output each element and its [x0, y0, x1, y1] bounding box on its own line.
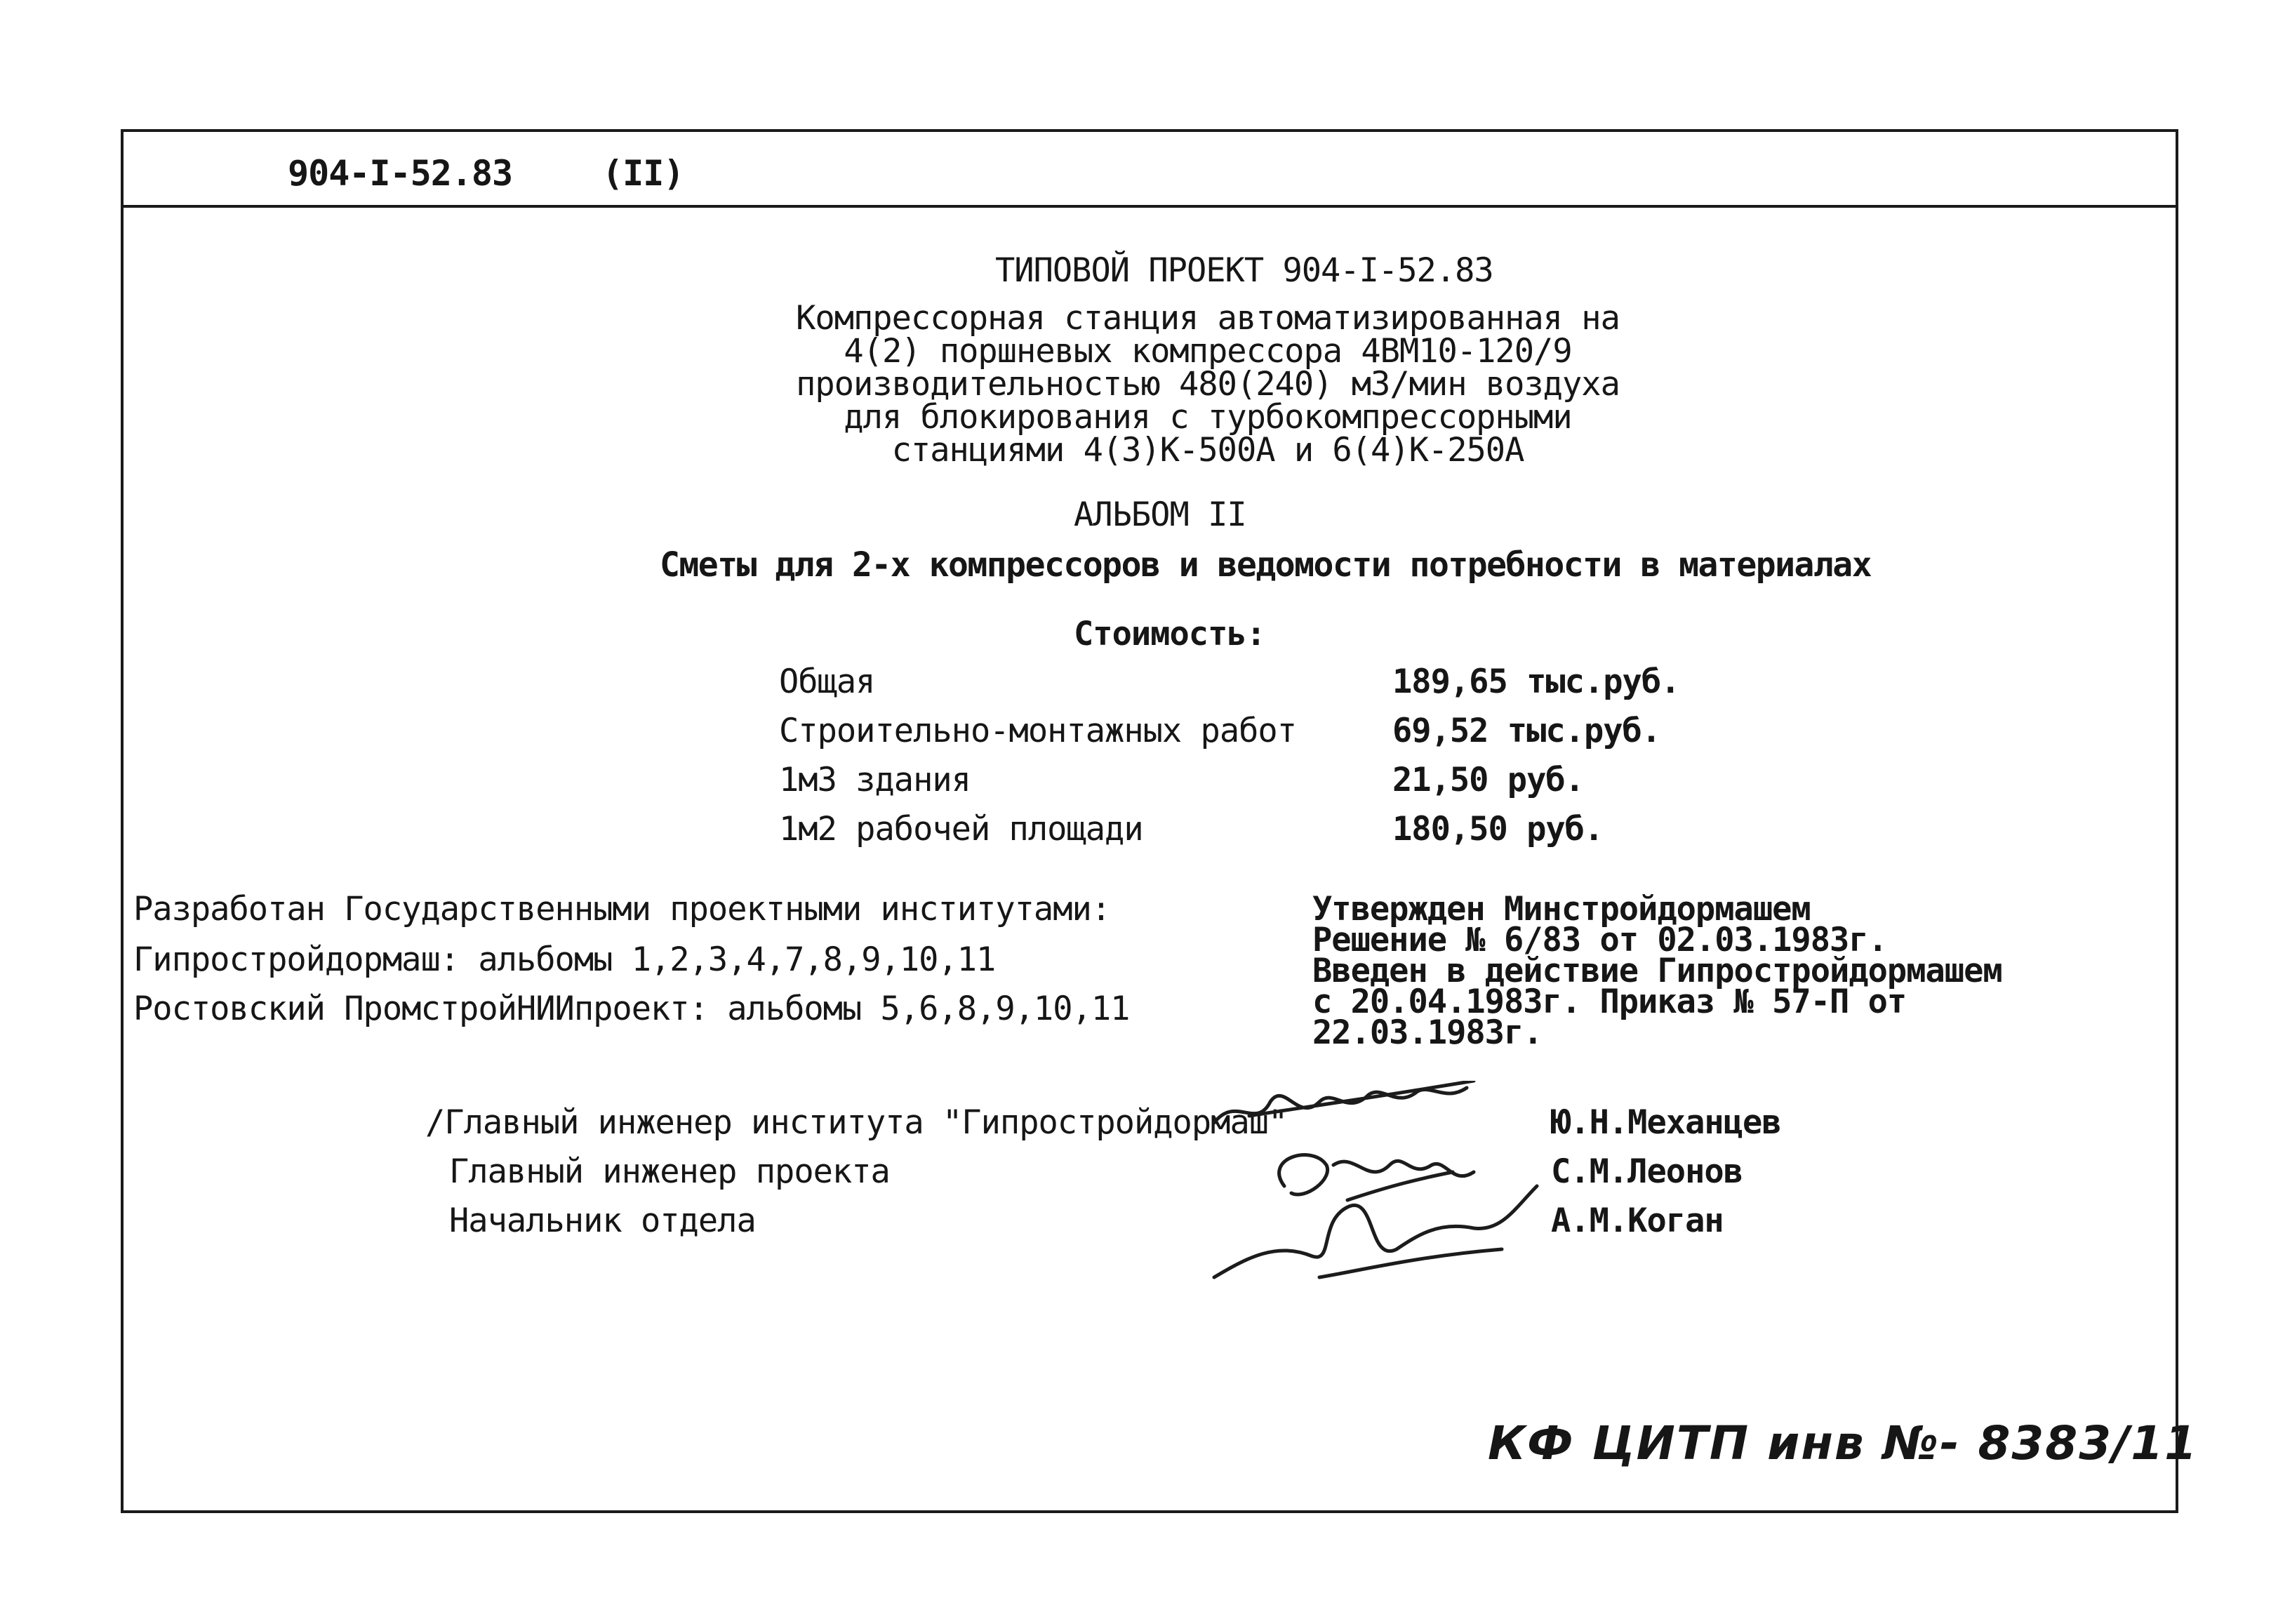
developed-by-line-2: Ростовский ПромстройНИИпроект: альбомы 5,6,8,9,10,11	[133, 990, 1130, 1028]
inventory-handwritten-note: КФ ЦИТП инв №- 8383/11	[1488, 1416, 2199, 1470]
title-line-1: Компрессорная станция автоматизированная на	[796, 299, 1620, 338]
title-line-3: производительностью 480(240) м3/мин воздуха	[796, 365, 1620, 404]
signature-leonov	[1279, 1155, 1474, 1200]
project-title: ТИПОВОЙ ПРОЕКТ 904-I-52.83	[995, 251, 1493, 290]
signatory-name-kogan: А.М.Коган	[1551, 1202, 1724, 1240]
signature-kogan	[1214, 1186, 1537, 1277]
header-album-number: (II)	[602, 153, 684, 194]
cost-value-area: 180,50 руб.	[1392, 810, 1604, 848]
signatory-name-mekhantsev: Ю.Н.Механцев	[1551, 1103, 1781, 1142]
developed-by-line-1: Гипростройдормаш: альбомы 1,2,3,4,7,8,9,10,11	[133, 940, 996, 979]
album-subject: Сметы для 2-х компрессоров и ведомости потребности в материалах	[660, 545, 1872, 585]
cost-value-volume: 21,50 руб.	[1392, 761, 1584, 799]
header-divider	[121, 205, 2178, 208]
signatory-role-department-head: Начальник отдела	[449, 1202, 756, 1240]
album-heading: АЛЬБОМ II	[1074, 495, 1246, 534]
title-line-2: 4(2) поршневых компрессора 4ВМ10-120/9	[844, 332, 1572, 371]
cost-heading: Стоимость:	[1074, 615, 1265, 653]
cost-label-volume: 1м3 здания	[779, 761, 971, 799]
approved-line-3: Введен в действие Гипростройдормашем	[1312, 952, 2002, 990]
title-line-4: для блокирования с турбокомпрессорными	[844, 398, 1572, 437]
cost-value-construction: 69,52 тыс.руб.	[1392, 712, 1661, 750]
approved-line-1: Утвержден Минстройдормашем	[1312, 890, 1811, 929]
approved-line-5: 22.03.1983г.	[1312, 1013, 1543, 1052]
cost-label-area: 1м2 рабочей площади	[779, 810, 1143, 848]
approved-line-4: с 20.04.1983г. Приказ № 57-П от	[1312, 983, 1907, 1021]
header-code: 904-I-52.83	[288, 153, 513, 194]
approved-line-2: Решение № 6/83 от 02.03.1983г.	[1312, 921, 1887, 959]
signatory-role-project-engineer: Главный инженер проекта	[449, 1152, 890, 1191]
cost-label-construction: Строительно-монтажных работ	[779, 712, 1297, 750]
signatory-name-leonov: С.М.Леонов	[1551, 1152, 1743, 1191]
signature-mekhantsev	[1214, 1081, 1474, 1123]
title-line-5: станциями 4(3)К-500А и 6(4)К-250А	[891, 431, 1524, 470]
signatory-role-chief-engineer: /Главный инженер института "Гипростройдормаш"	[425, 1103, 1288, 1142]
cost-value-total: 189,65 тыс.руб.	[1392, 663, 1680, 701]
cost-label-total: Общая	[779, 663, 875, 701]
developed-by-heading: Разработан Государственными проектными институтами:	[133, 890, 1111, 929]
handwritten-signatures	[1207, 1081, 1572, 1291]
